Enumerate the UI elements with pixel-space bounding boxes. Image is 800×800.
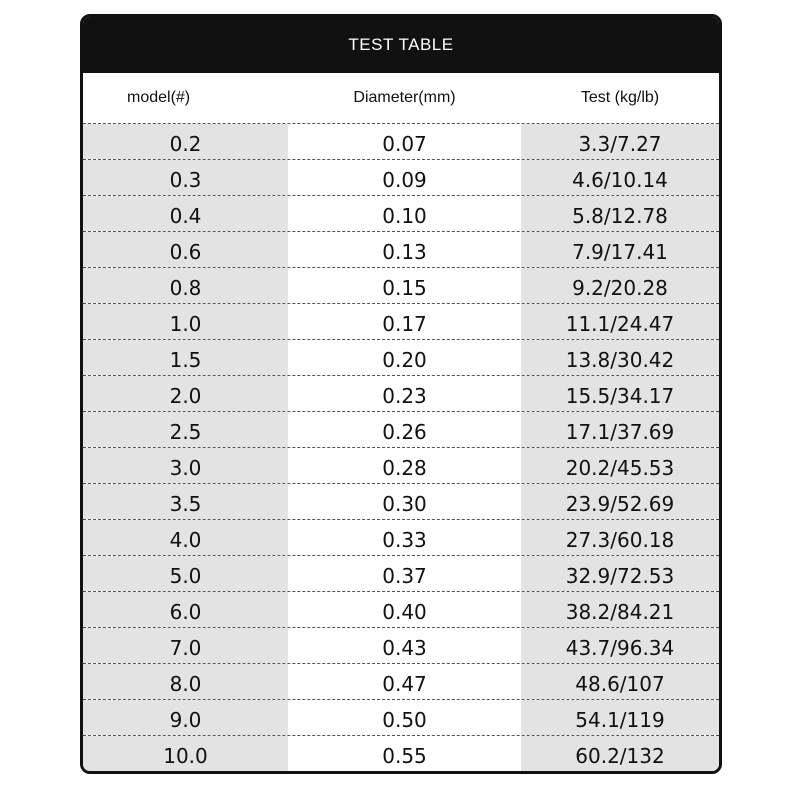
table-row [83,664,719,700]
cell-test: 11.1/24.47 [521,304,719,339]
table-row [83,628,719,664]
cell-diameter: 0.20 [288,340,521,375]
cell-diameter: 0.50 [288,700,521,735]
cell-diameter: 0.47 [288,664,521,699]
cell-diameter: 0.09 [288,160,521,195]
cell-test: 7.9/17.41 [521,232,719,267]
cell-diameter: 0.30 [288,484,521,519]
cell-test: 54.1/119 [521,700,719,735]
cell-diameter: 0.13 [288,232,521,267]
cell-model: 4.0 [83,520,288,555]
cell-diameter: 0.23 [288,376,521,411]
cell-model: 0.8 [83,268,288,303]
cell-diameter: 0.43 [288,628,521,663]
cell-model: 9.0 [83,700,288,735]
table-row [83,484,719,520]
test-table [80,14,722,774]
cell-test: 4.6/10.14 [521,160,719,195]
header-model: model(#) [127,89,191,106]
cell-model: 2.0 [83,376,288,411]
cell-model: 3.0 [83,448,288,483]
cell-test: 20.2/45.53 [521,448,719,483]
table-row [83,736,719,772]
cell-test: 32.9/72.53 [521,556,719,591]
cell-model: 1.5 [83,340,288,375]
cell-test: 60.2/132 [521,736,719,772]
table-row [83,232,719,268]
cell-model: 0.2 [83,124,288,159]
cell-diameter: 0.55 [288,736,521,772]
cell-test: 17.1/37.69 [521,412,719,447]
cell-model: 0.3 [83,160,288,195]
table-row [83,160,719,196]
table-row [83,268,719,304]
cell-test: 38.2/84.21 [521,592,719,627]
cell-diameter: 0.10 [288,196,521,231]
cell-model: 7.0 [83,628,288,663]
cell-diameter: 0.37 [288,556,521,591]
cell-test: 13.8/30.42 [521,340,719,375]
table-row [83,376,719,412]
table-title: TEST TABLE [83,17,719,73]
table-row [83,340,719,376]
table-row [83,520,719,556]
table-header-row [83,73,719,124]
cell-model: 0.4 [83,196,288,231]
cell-model: 0.6 [83,232,288,267]
table-row [83,556,719,592]
table-row [83,196,719,232]
table-row [83,592,719,628]
cell-test: 27.3/60.18 [521,520,719,555]
table-row [83,448,719,484]
cell-diameter: 0.15 [288,268,521,303]
cell-test: 23.9/52.69 [521,484,719,519]
cell-model: 8.0 [83,664,288,699]
cell-test: 3.3/7.27 [521,124,719,159]
cell-diameter: 0.33 [288,520,521,555]
table-row [83,124,719,160]
header-diameter: Diameter(mm) [353,89,456,106]
table-body [83,124,719,772]
table-row [83,700,719,736]
cell-test: 43.7/96.34 [521,628,719,663]
cell-test: 5.8/12.78 [521,196,719,231]
cell-test: 9.2/20.28 [521,268,719,303]
header-test: Test (kg/lb) [580,89,660,106]
table-row [83,412,719,448]
cell-model: 2.5 [83,412,288,447]
cell-diameter: 0.28 [288,448,521,483]
cell-diameter: 0.17 [288,304,521,339]
cell-diameter: 0.40 [288,592,521,627]
cell-model: 10.0 [83,736,288,772]
cell-test: 15.5/34.17 [521,376,719,411]
cell-test: 48.6/107 [521,664,719,699]
cell-model: 3.5 [83,484,288,519]
cell-diameter: 0.07 [288,124,521,159]
cell-model: 1.0 [83,304,288,339]
cell-diameter: 0.26 [288,412,521,447]
table-row [83,304,719,340]
cell-model: 6.0 [83,592,288,627]
cell-model: 5.0 [83,556,288,591]
